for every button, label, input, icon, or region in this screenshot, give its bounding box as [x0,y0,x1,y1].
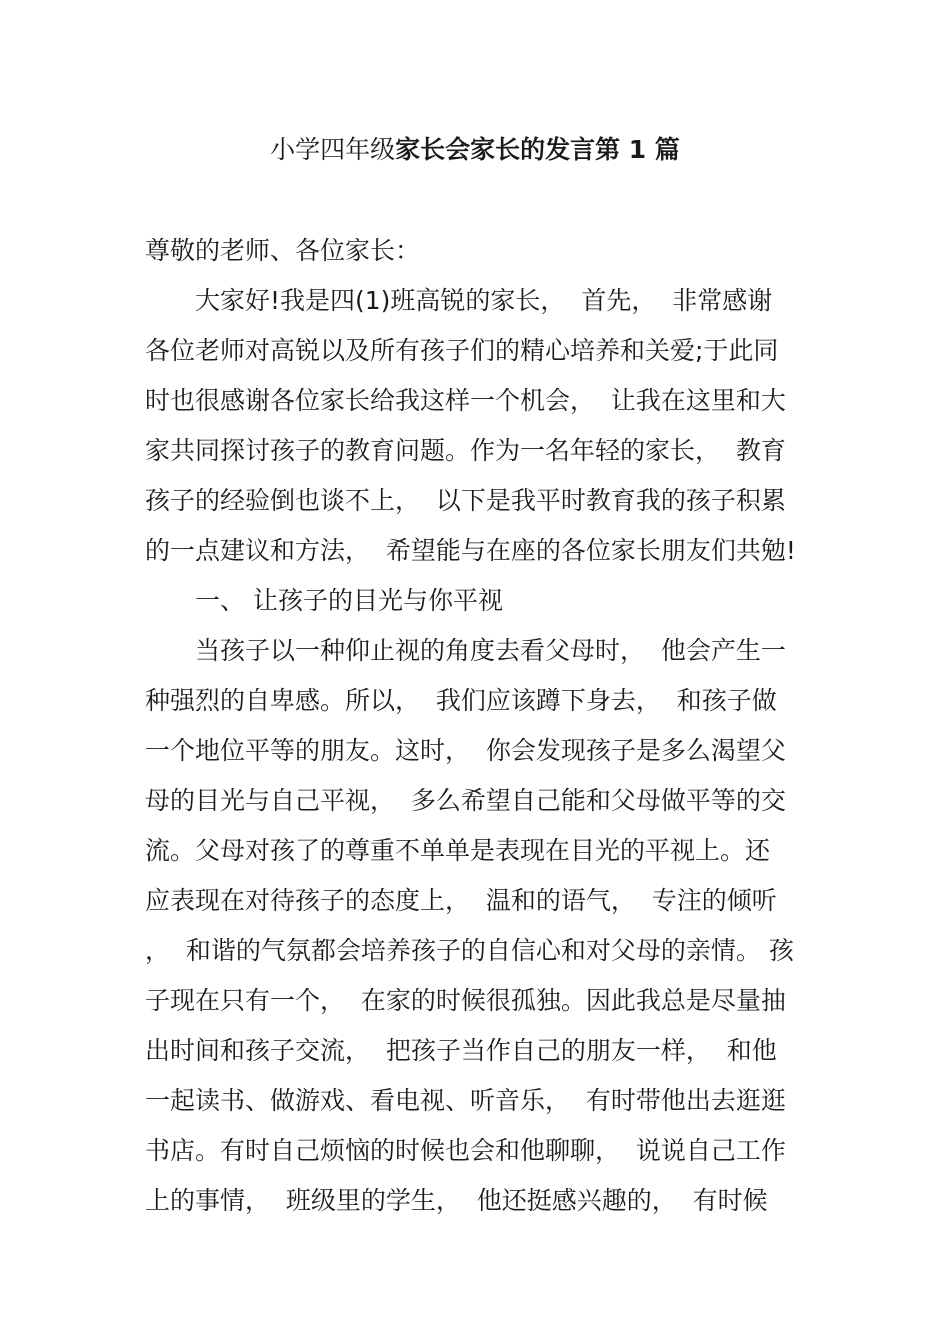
title-bold-part: 家长会家长的发言第 1 篇 [395,135,680,164]
text-line: 的一点建议和方法， 希望能与在座的各位家长朋友们共勉! [145,536,796,565]
text-line: 一、 让孩子的目光与你平视 [195,586,503,615]
text-line: 母的目光与自己平视， 多么希望自己能和父母做平等的交 [145,786,786,815]
text-line: ， 和谐的气氛都会培养孩子的自信心和对父母的亲情。 孩 [145,936,794,965]
text-line: 尊敬的老师、各位家长： [145,236,421,265]
text-line: 书店。有时自己烦恼的时候也会和他聊聊， 说说自己工作 [145,1136,786,1165]
text-line: 各位老师对高锐以及所有孩子们的精心培养和关爱;于此同 [145,336,779,365]
text-line: 上的事情， 班级里的学生， 他还挺感兴趣的， 有时候 [145,1186,768,1215]
text-line: 出时间和孩子交流， 把孩子当作自己的朋友一样， 和他 [145,1036,777,1065]
text-line: 种强烈的自卑感。所以， 我们应该蹲下身去， 和孩子做 [145,686,777,715]
text-line: 时也很感谢各位家长给我这样一个机会， 让我在这里和大 [145,386,786,415]
text-line: 子现在只有一个， 在家的时候很孤独。因此我总是尽量抽 [145,986,786,1015]
title-normal-part: 小学四年级 [270,135,396,164]
text-line: 应表现在对待孩子的态度上， 温和的语气， 专注的倾听 [145,886,777,915]
document-body [145,229,825,1229]
text-line: 孩子的经验倒也谈不上， 以下是我平时教育我的孩子积累 [145,486,786,515]
text-line: 一个地位平等的朋友。这时， 你会发现孩子是多么渴望父 [145,736,786,765]
text-line: 一起读书、做游戏、看电视、听音乐， 有时带他出去逛逛 [145,1086,786,1115]
document-title [0,132,950,168]
text-line: 家共同探讨孩子的教育问题。作为一名年轻的家长， 教育 [145,436,786,465]
text-line: 流。父母对孩了的尊重不单单是表现在目光的平视上。还 [145,836,771,865]
text-line: 大家好!我是四(1)班高锐的家长， 首先， 非常感谢 [195,286,773,315]
text-line: 当孩子以一种仰止视的角度去看父母时， 他会产生一 [195,636,786,665]
